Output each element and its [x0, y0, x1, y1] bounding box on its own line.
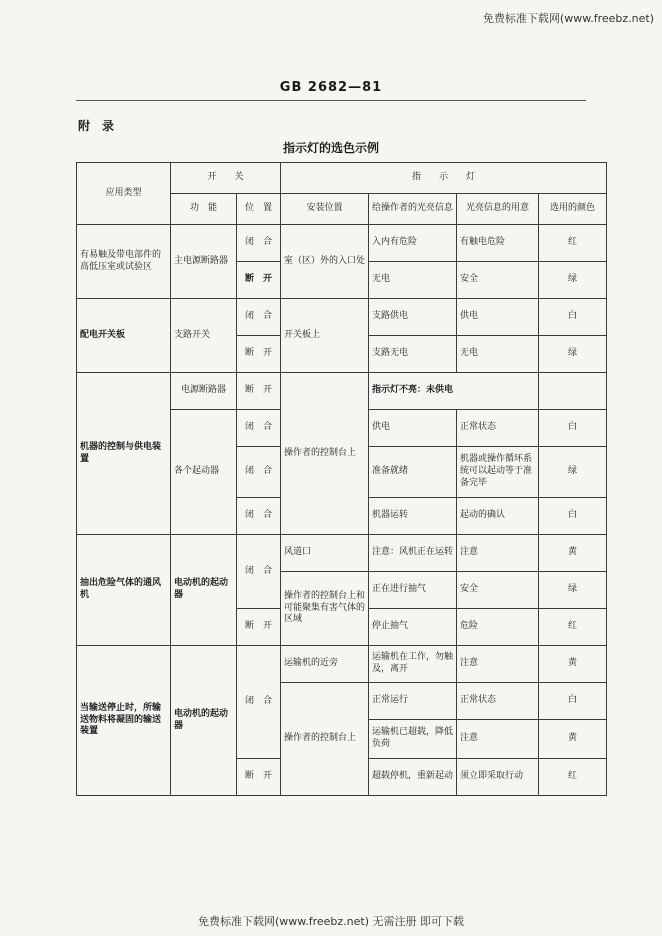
cell-install: 运输机的近旁	[281, 646, 369, 683]
cell-meaning: 安全	[457, 262, 539, 299]
cell-position: 断 开	[237, 373, 281, 410]
header-indicator: 指 示 灯	[281, 163, 607, 194]
cell-application: 机器的控制与供电装置	[77, 373, 171, 535]
cell-info: 支路无电	[369, 336, 457, 373]
cell-meaning: 注意	[457, 535, 539, 572]
table-title: 指示灯的选色示例	[282, 141, 379, 155]
cell-color: 红	[539, 609, 607, 646]
cell-position: 闭 合	[237, 498, 281, 535]
cell-color: 红	[539, 759, 607, 796]
cell-color: 绿	[539, 447, 607, 498]
cell-color: 黄	[539, 535, 607, 572]
cell-info: 停止抽气	[369, 609, 457, 646]
table-row	[77, 225, 607, 262]
cell-position: 断 开	[237, 609, 281, 646]
cell-info: 机器运转	[369, 498, 457, 535]
cell-color: 白	[539, 299, 607, 336]
table-row	[77, 299, 607, 336]
cell-application: 有易触及带电部件的高低压室或试验区	[77, 225, 171, 299]
cell-info: 入内有危险	[369, 225, 457, 262]
cell-meaning: 注意	[457, 720, 539, 759]
cell-color: 黄	[539, 720, 607, 759]
cell-color: 绿	[539, 262, 607, 299]
cell-position: 闭 合	[237, 410, 281, 447]
header-function: 功 能	[171, 194, 237, 225]
cell-function: 电源断路器	[171, 373, 237, 410]
header-color: 选用的颜色	[539, 194, 607, 225]
cell-function: 支路开关	[171, 299, 237, 373]
cell-color: 绿	[539, 572, 607, 609]
cell-install: 操作者的控制台上	[281, 373, 369, 535]
cell-info: 正常运行	[369, 683, 457, 720]
table-row	[77, 535, 607, 572]
footer-watermark: 免费标准下载网(www.freebz.net) 无需注册 即可下载	[197, 915, 465, 928]
cell-application: 抽出危险气体的通风机	[77, 535, 171, 646]
header-rule	[76, 100, 586, 101]
cell-color: 红	[539, 225, 607, 262]
cell-position: 闭 合	[237, 646, 281, 759]
cell-meaning: 供电	[457, 299, 539, 336]
cell-color: 白	[539, 498, 607, 535]
cell-meaning: 须立即采取行动	[457, 759, 539, 796]
cell-info: 正在进行抽气	[369, 572, 457, 609]
cell-meaning: 安全	[457, 572, 539, 609]
cell-info: 超载停机，重新起动	[369, 759, 457, 796]
cell-install: 开关板上	[281, 299, 369, 373]
cell-info: 运输机已超载，降低负荷	[369, 720, 457, 759]
cell-meaning: 注意	[457, 646, 539, 683]
cell-position: 断 开	[237, 336, 281, 373]
cell-meaning: 起动的确认	[457, 498, 539, 535]
header-light-meaning: 光亮信息的用意	[457, 194, 539, 225]
cell-function: 主电源断路器	[171, 225, 237, 299]
cell-position: 闭 合	[237, 299, 281, 336]
cell-install: 操作者的控制台上	[281, 683, 369, 796]
cell-application: 当输送停止时，所输送物料将凝固的输送装置	[77, 646, 171, 796]
table-row	[77, 646, 607, 683]
cell-info: 供电	[369, 410, 457, 447]
table-header-row	[77, 163, 607, 194]
cell-position: 闭 合	[237, 535, 281, 609]
indicator-color-table	[76, 162, 607, 796]
header-position: 位 置	[237, 194, 281, 225]
cell-color: 黄	[539, 646, 607, 683]
cell-meaning: 危险	[457, 609, 539, 646]
cell-info: 注意：风机正在运转	[369, 535, 457, 572]
cell-application: 配电开关板	[77, 299, 171, 373]
cell-position: 断 开	[237, 262, 281, 299]
header-switch: 开 关	[171, 163, 281, 194]
cell-function: 电动机的起动器	[171, 646, 237, 796]
document-code: GB 2682—81	[279, 80, 383, 95]
header-install-position: 安装位置	[281, 194, 369, 225]
header-application-type: 应用类型	[77, 163, 171, 225]
watermark-top: 免费标准下载网(www.freebz.net)	[482, 12, 654, 25]
cell-info: 支路供电	[369, 299, 457, 336]
cell-meaning: 机器或操作循环系统可以起动等于准备完毕	[457, 447, 539, 498]
cell-info: 指示灯不亮：未供电	[369, 373, 539, 410]
cell-meaning: 有触电危险	[457, 225, 539, 262]
cell-position: 闭 合	[237, 447, 281, 498]
table-row	[77, 373, 607, 410]
cell-meaning: 正常状态	[457, 683, 539, 720]
cell-function: 电动机的起动器	[171, 535, 237, 646]
cell-position: 断 开	[237, 759, 281, 796]
cell-install: 风道口	[281, 535, 369, 572]
cell-function: 各个起动器	[171, 410, 237, 535]
cell-install: 操作者的控制台上和可能聚集有害气体的区域	[281, 572, 369, 646]
cell-color: 白	[539, 683, 607, 720]
cell-position: 闭 合	[237, 225, 281, 262]
cell-color: 绿	[539, 336, 607, 373]
cell-info: 准备就绪	[369, 447, 457, 498]
cell-meaning: 正常状态	[457, 410, 539, 447]
header-light-info: 给操作者的光亮信息	[369, 194, 457, 225]
cell-color: 白	[539, 410, 607, 447]
appendix-label: 附 录	[78, 119, 115, 133]
cell-meaning: 无电	[457, 336, 539, 373]
cell-info: 运输机在工作，勿触及，离开	[369, 646, 457, 683]
cell-install: 室（区）外的入口处	[281, 225, 369, 299]
cell-color	[539, 373, 607, 410]
cell-info: 无电	[369, 262, 457, 299]
